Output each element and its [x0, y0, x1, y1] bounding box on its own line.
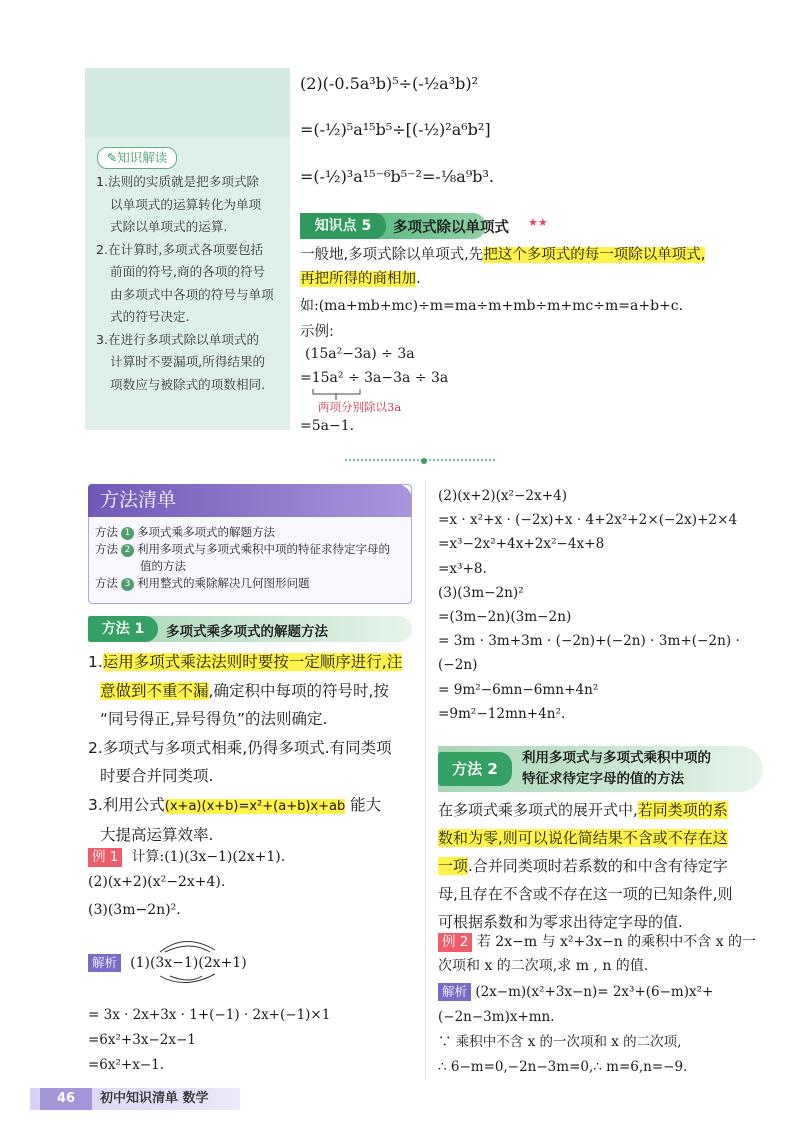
example-2: 例 2 若 2x−m 与 x²+3x−n 的乘积中不含 x 的一 次项和 x 的二次项,求 m , n 的值. [438, 934, 757, 974]
column-divider [425, 480, 426, 1080]
analysis-1: 解析 (1)(3x−1)(2x+1) [88, 952, 247, 972]
tip-line: 计算时不要漏项,所得结果的 [110, 354, 266, 369]
method2-title: 利用多项式与多项式乘积中项的 特征求待定字母的值的方法 [522, 750, 711, 787]
example-tag: 例 1 [88, 848, 122, 867]
example-1: 例 1 计算:(1)(3x−1)(2x+1). [88, 846, 285, 867]
math-line: (2)(-0.5a³b)⁵÷(-½a³b)² [300, 74, 479, 93]
book-title: 初中知识清单 数学 [100, 1091, 209, 1106]
tip-line: 式除以单项式的运算. [110, 219, 228, 234]
example-line: =15a² ÷ 3a−3a ÷ 3a [300, 370, 449, 386]
example-line: (3)(3m−2n)². [88, 902, 181, 918]
method-list-item-cont: 值的方法 [140, 559, 186, 573]
method1-title: 多项式乘多项式的解题方法 [166, 624, 328, 640]
tip-line: 3.在进行多项式除以单项式的 [96, 331, 260, 347]
tip-line: 项数应与被除式的项数相同. [110, 376, 266, 392]
method2-paragraph: 在多项式乘多项式的展开式中,若同类项的系 数和为零,则可以说化简结果不含或不存在这 一项.合并同类项时若系数的和中含有待定字 母,且存在不含或不存在这一项的已知条件,则 可根据系数和为零求出待定字母的值. [438, 801, 733, 931]
method1-label: 方法 1 [88, 616, 158, 642]
star-icon: ★★ [528, 216, 548, 229]
example-line: =5a−1. [300, 418, 355, 434]
analysis-tag: 解析 [88, 954, 121, 972]
method-list-item: 方法 2 利用多项式与多项式乘积中项的特征求待定字母的 [95, 542, 390, 556]
example-line: (15a²−3a) ÷ 3a [305, 346, 415, 362]
knowledge-tip-tag: ✎知识解读 [97, 147, 177, 169]
analysis-steps: = 3x · 2x+3x · 1+(−1) · 2x+(−1)×1 =6x²+3x−2x−1 =6x²+x−1. [88, 1007, 331, 1073]
math-line: =(-½)³a¹⁵⁻⁶b⁵⁻²=-⅛a⁹b³. [300, 167, 494, 186]
example-label: 示例: [300, 324, 334, 340]
knowledge-point-desc: 一般地,多项式除以单项式,先把这个多项式的每一项除以单项式, 再把所得的商相加. [300, 247, 706, 287]
tip-line: 1.法则的实质就是把多项式除 [96, 174, 260, 189]
tip-line: 2.在计算时,多项式各项要包括 [96, 241, 264, 257]
method2-label: 方法 2 [438, 752, 512, 786]
method-list-items [95, 524, 407, 592]
tip-line: 前面的符号,商的各项的符号 [110, 264, 266, 279]
math-line: =(-½)⁵a¹⁵b⁵÷[(-½)²a⁶b²] [300, 120, 491, 139]
method-list-title: 方法清单 [88, 484, 412, 517]
method-list-item: 方法 3 利用整式的乘除解决几何图形问题 [95, 576, 310, 590]
divider-dot [421, 458, 427, 464]
tip-line: 由多项式中各项的符号与单项 [110, 286, 274, 302]
annotation-text: 两项分别除以3a [318, 400, 402, 414]
analysis-tag: 解析 [438, 983, 471, 1001]
tip-line: 式的符号决定. [110, 309, 190, 324]
lightbulb-icon: ✎ [106, 150, 118, 165]
section-divider [345, 459, 495, 465]
analysis-2: 解析 (2x−m)(x²+3x−n)= 2x³+(6−m)x²+ (−2n−3m)x+mn. ∵ 乘积中不含 x 的一次项和 x 的二次项, ∴ 6−m=0,−2n−3m=0,∴ m=6,n=−9. [438, 984, 714, 1075]
knowledge-tip-list [96, 171, 286, 396]
example-line: (2)(x+2)(x²−2x+4). [88, 874, 226, 890]
knowledge-point-label: 知识点 5 [300, 213, 386, 239]
tip-line: 以单项式的运算转化为单项 [110, 196, 262, 212]
formula-line: 如:(ma+mb+mc)÷m=ma÷m+mb÷m+mc÷m=a+b+c. [300, 298, 684, 314]
method1-points: 1.运用多项式乘法法则时要按一定顺序进行,注 意做到不重不漏,确定积中每项的符号时,按 “同号得正,异号得负”的法则确定. 2.多项式与多项式相乘,仍得多项式.有同类项 时要合并同类项. 3.利用公式(x+a)(x+b)=x²+(a+b)x+ab 能大 大提高运算效率. [88, 653, 403, 844]
knowledge-point-title: 多项式除以单项式 [393, 220, 509, 236]
example-tag: 例 2 [438, 933, 472, 952]
multiplication-arrows [140, 932, 240, 992]
right-math-steps: (2)(x+2)(x²−2x+4) =x · x²+x · (−2x)+x · 4+2x²+2×(−2x)+2×4 =x³−2x²+4x+2x²−4x+8 =x³+8. (3)(3m−2n)² =(3m−2n)(3m−2n) = 3m · 3m+3m · (−2n)+(−2n) · 3m+(−2n) · (−2n) = 9m²−6mn−6mn+4n² =9m²−12mn+4n². [438, 488, 740, 722]
method-list-item: 方法 1 多项式乘多项式的解题方法 [95, 525, 275, 539]
page-number: 46 [40, 1088, 92, 1110]
